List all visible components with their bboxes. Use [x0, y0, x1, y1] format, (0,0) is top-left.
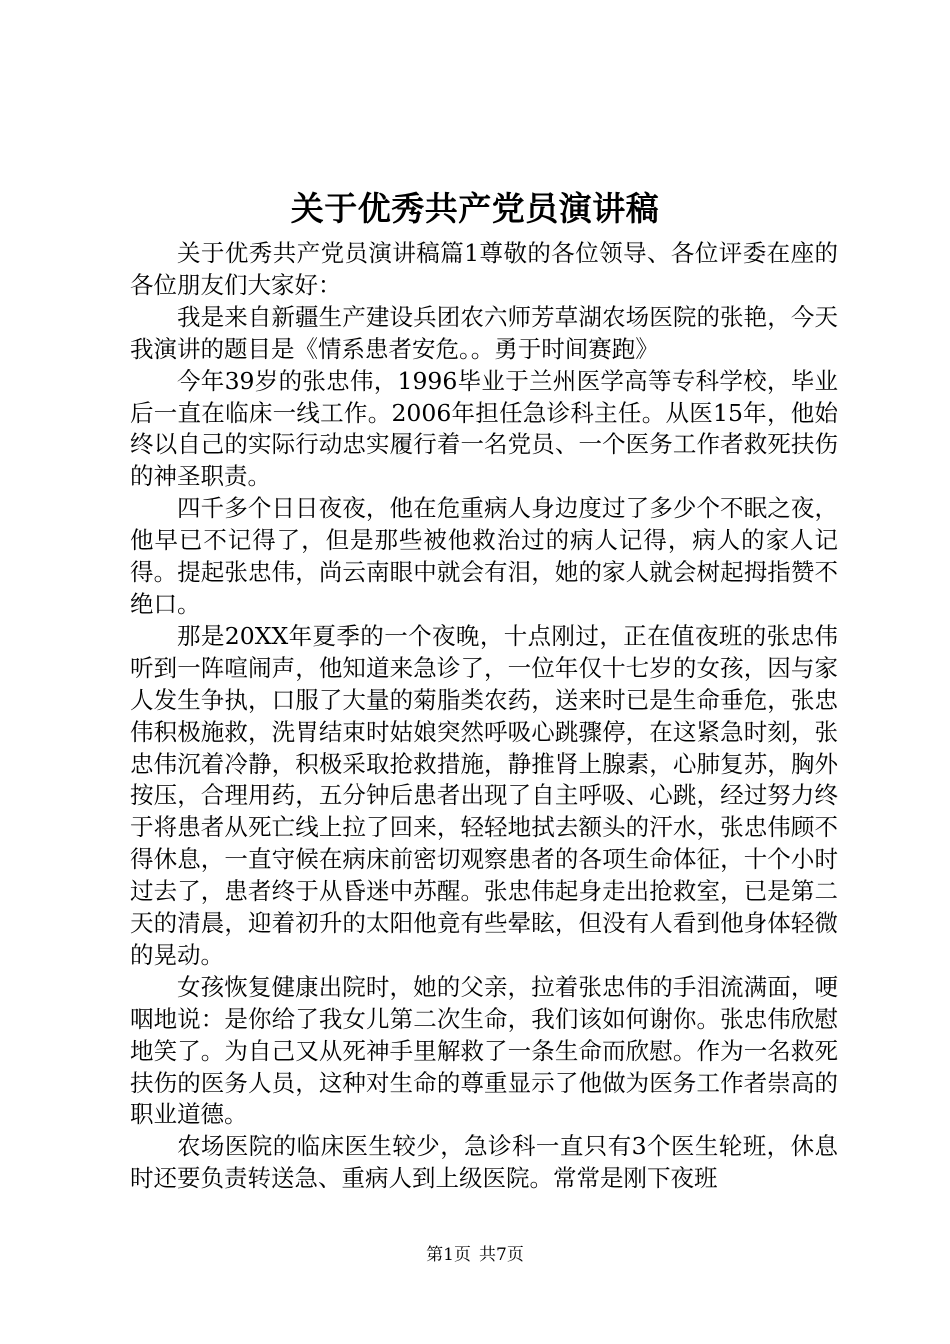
- page-footer: [0, 1244, 950, 1266]
- paragraph-7: 农场医院的临床医生较少，急诊科一直只有3个医生轮班，休息时还要负责转送急、重病人到上级医院。常常是刚下夜班: [130, 1132, 838, 1193]
- page-number: 第1页: [426, 1245, 471, 1265]
- paragraph-1: 关于优秀共产党员演讲稿篇1尊敬的各位领导、各位评委在座的各位朋友们大家好：: [130, 239, 838, 299]
- paragraph-5: 那是20XX年夏季的一个夜晚，十点刚过，正在值夜班的张忠伟听到一阵喧闹声，他知道来急诊了，一位年仅十七岁的女孩，因与家人发生争执，口服了大量的菊脂类农药，送来时已是生命垂危，张忠伟积极施救，洗胃结束时姑娘突然呼吸心跳骤停，在这紧急时刻，张忠伟沉着冷静，积极采取抢救措施，静推肾上腺素，心肺复苏，胸外按压，合理用药，五分钟后患者出现了自主呼吸、心跳，经过努力终于将患者从死亡线上拉了回来，轻轻地拭去额头的汗水，张忠伟顾不得休息，一直守候在病床前密切观察患者的各项生命体征，十个小时过去了，患者终于从昏迷中苏醒。张忠伟起身走出抢救室，已是第二天的清晨，迎着初升的太阳他竟有些晕眩，但没有人看到他身体轻微的晃动。: [130, 621, 838, 969]
- paragraph-3: 今年39岁的张忠伟，1996毕业于兰州医学高等专科学校，毕业后一直在临床一线工作。2006年担任急诊科主任。从医15年，他始终以自己的实际行动忠实履行着一名党员、一个医务工作者救死扶伤的神圣职责。: [130, 366, 838, 491]
- paragraph-2: 我是来自新疆生产建设兵团农六师芳草湖农场医院的张艳，今天我演讲的题目是《情系患者安危。。勇于时间赛跑》: [130, 302, 838, 363]
- paragraph-4: 四千多个日日夜夜，他在危重病人身边度过了多少个不眠之夜，他早已不记得了，但是那些被他救治过的病人记得，病人的家人记得。提起张忠伟，尚云南眼中就会有泪，她的家人就会树起拇指赞不绝口。: [130, 494, 838, 618]
- document-title: 关于优秀共产党员演讲稿: [290, 189, 660, 228]
- paragraph-6: 女孩恢复健康出院时，她的父亲，拉着张忠伟的手泪流满面，哽咽地说：是你给了我女儿第二次生命，我们该如何谢你。张忠伟欣慰地笑了。为自己又从死神手里解救了一条生命而欣慰。作为一名救死扶伤的医务人员，这种对生命的尊重显示了他做为医务工作者崇高的职业道德。: [130, 972, 838, 1129]
- page-total: 共7页: [479, 1245, 524, 1265]
- document-body: [130, 238, 838, 1195]
